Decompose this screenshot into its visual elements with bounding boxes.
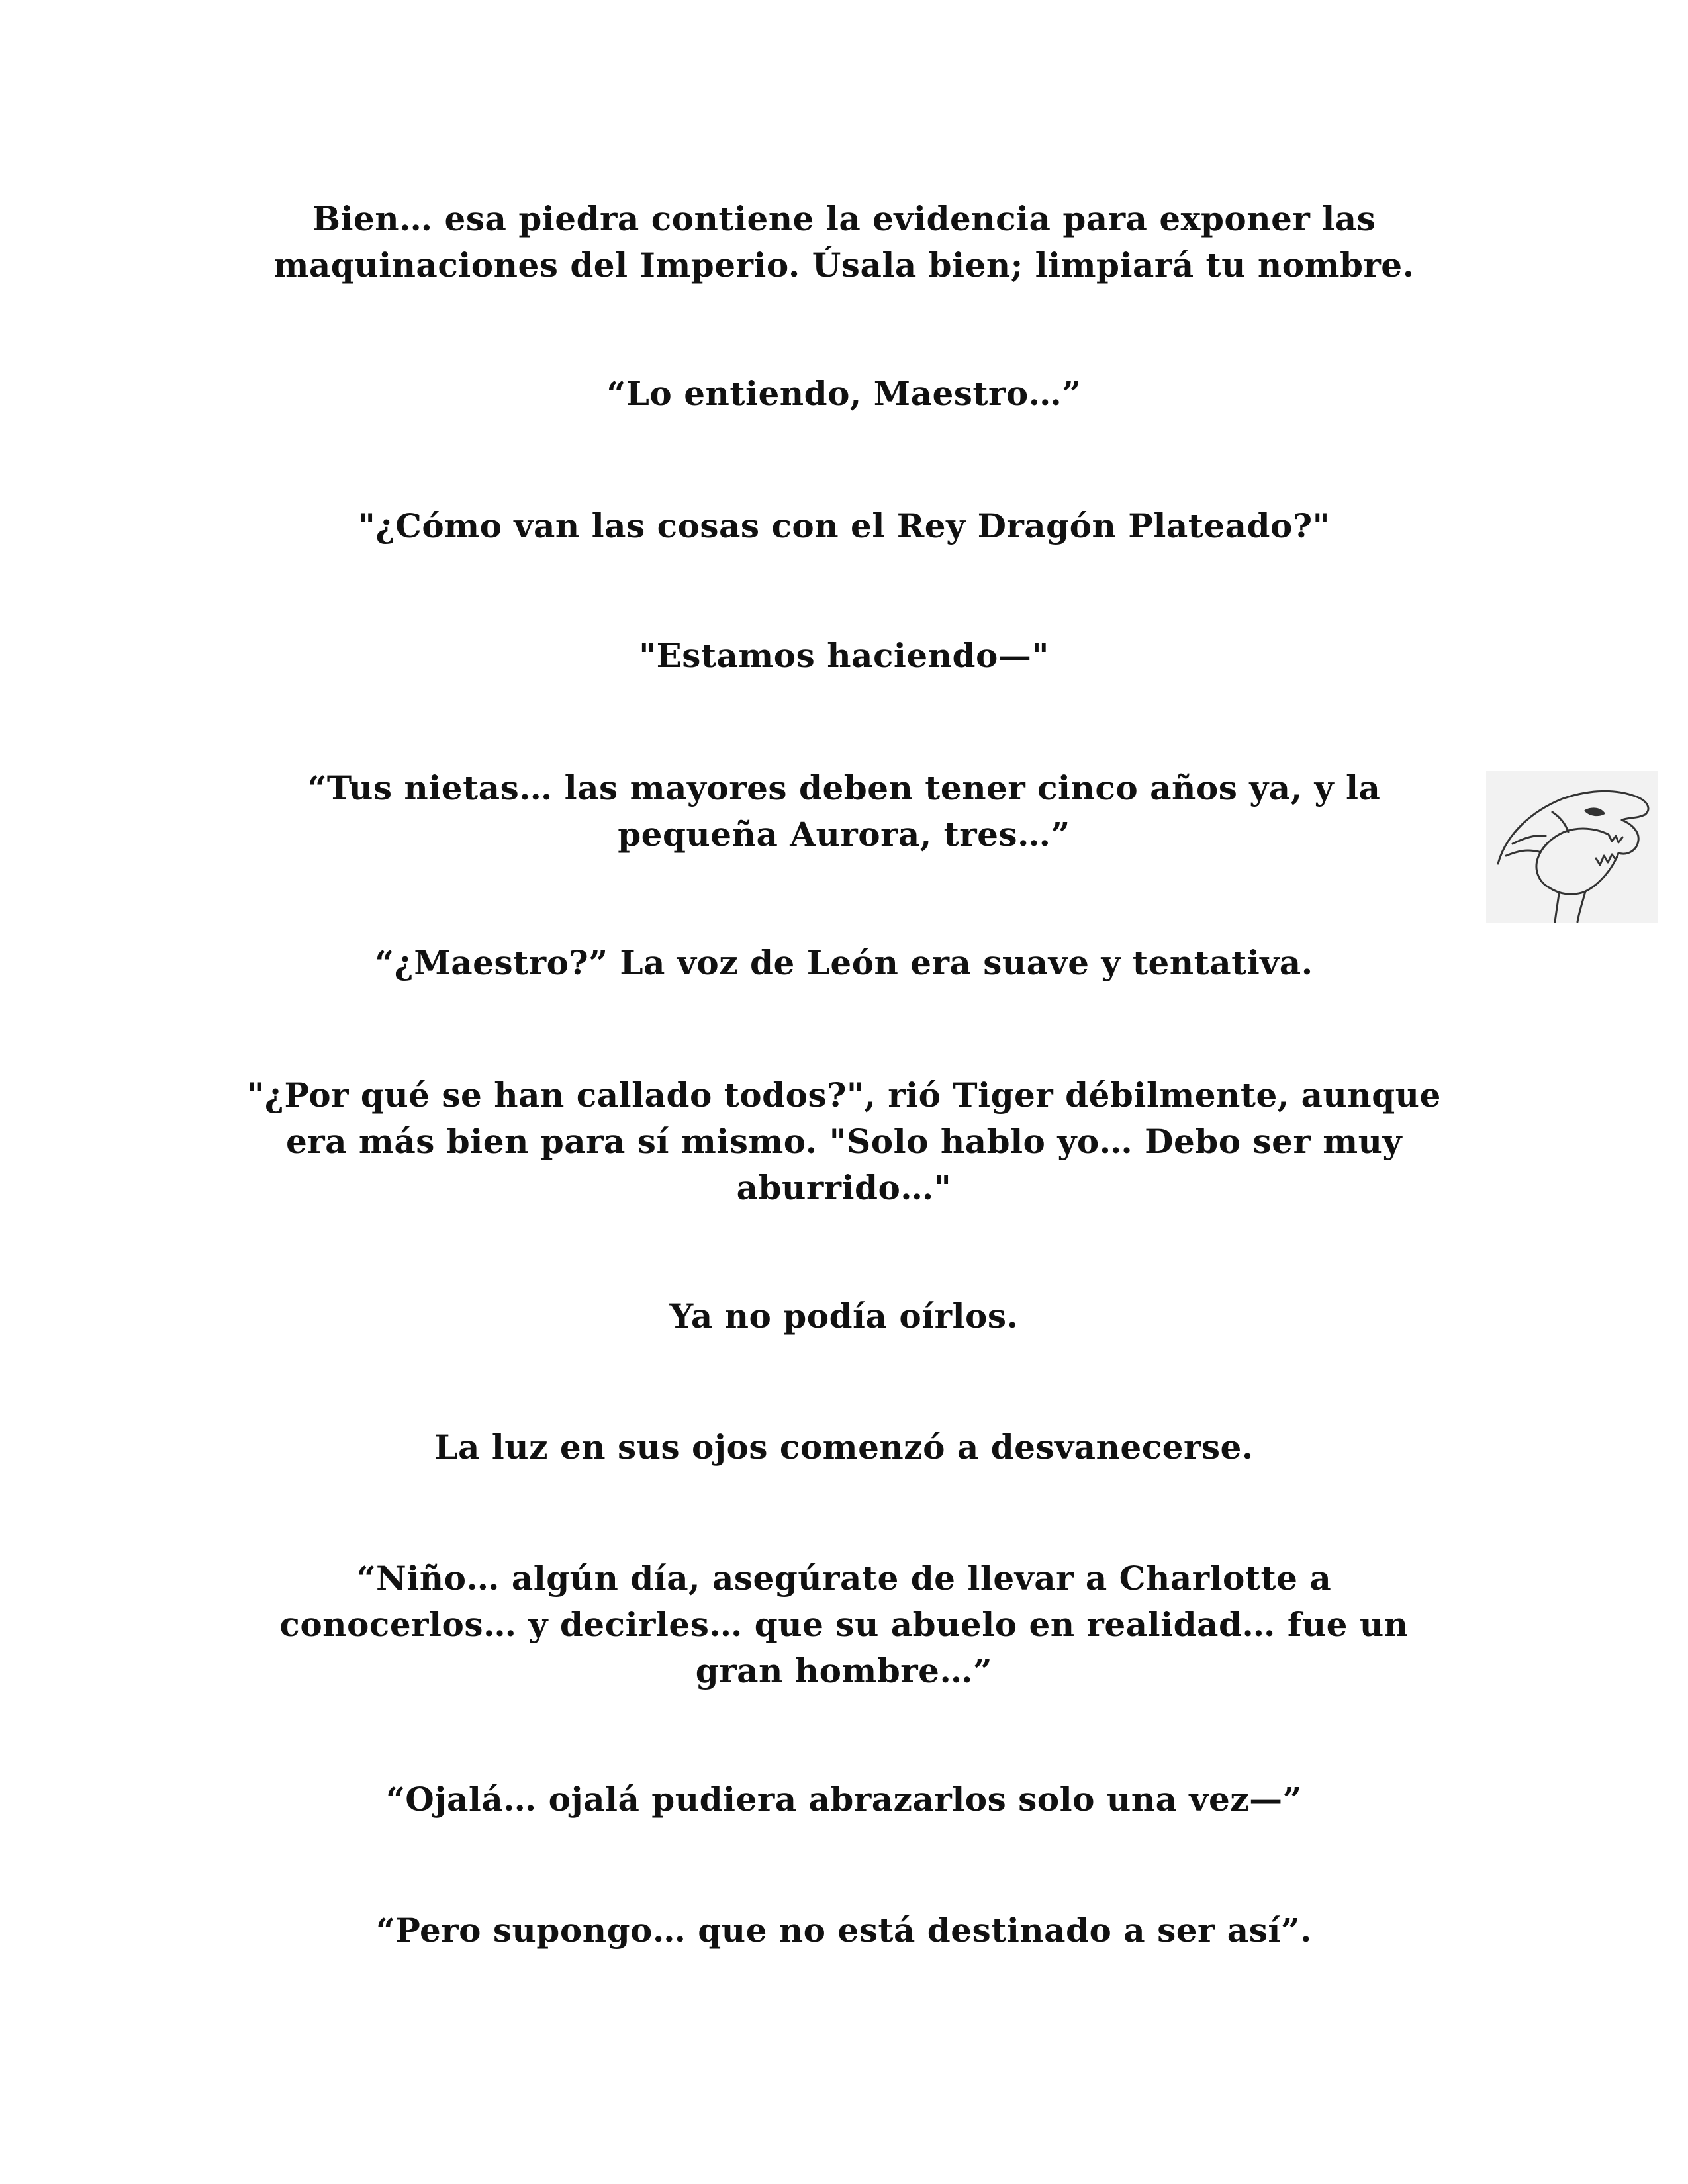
text-line: maquinaciones del Imperio. Úsala bien; limpiará tu nombre. (273, 246, 1415, 285)
paragraph-11 (182, 1776, 1506, 1823)
text-line: “Niño… algún día, asegúrate de llevar a Charlotte a (356, 1559, 1332, 1598)
text-line: era más bien para sí mismo. "Solo hablo yo… Debo ser muy (285, 1122, 1403, 1161)
paragraph-1 (182, 196, 1506, 289)
text-line: Ya no podía oírlos. (669, 1297, 1019, 1336)
text-line: “Lo entiendo, Maestro…” (606, 374, 1082, 413)
paragraph-5 (182, 765, 1506, 858)
paragraph-10 (182, 1555, 1506, 1694)
text-line: "Estamos haciendo—" (639, 636, 1049, 675)
text-line: pequeña Aurora, tres…” (618, 815, 1070, 854)
text-line: conocerlos… y decirles… que su abuelo en realidad… fue un (279, 1605, 1409, 1644)
text-line: Bien… esa piedra contiene la evidencia para exponer las (312, 199, 1376, 238)
text-line: "¿Cómo van las cosas con el Rey Dragón Plateado?" (357, 506, 1331, 545)
paragraph-6 (182, 940, 1506, 986)
paragraph-2 (182, 371, 1506, 417)
dinosaur-head-sketch-icon (1486, 771, 1658, 923)
text-line: La luz en sus ojos comenzó a desvanecerse. (434, 1428, 1254, 1467)
text-line: “Pero supongo… que no está destinado a ser así”. (375, 1911, 1312, 1950)
paragraph-4 (182, 633, 1506, 679)
text-line: gran hombre…” (695, 1651, 993, 1690)
paragraph-7 (182, 1072, 1506, 1211)
paragraph-9 (182, 1424, 1506, 1471)
paragraph-8 (182, 1293, 1506, 1340)
text-line: “Ojalá… ojalá pudiera abrazarlos solo una vez—” (386, 1780, 1302, 1819)
text-line: “¿Maestro?” La voz de León era suave y tentativa. (375, 943, 1313, 982)
text-line: aburrido…" (736, 1168, 952, 1207)
text-line: "¿Por qué se han callado todos?", rió Tiger débilmente, aunque (247, 1075, 1441, 1115)
text-line: “Tus nietas… las mayores deben tener cinco años ya, y la (307, 768, 1381, 807)
paragraph-3 (182, 503, 1506, 549)
paragraph-12 (182, 1907, 1506, 1954)
